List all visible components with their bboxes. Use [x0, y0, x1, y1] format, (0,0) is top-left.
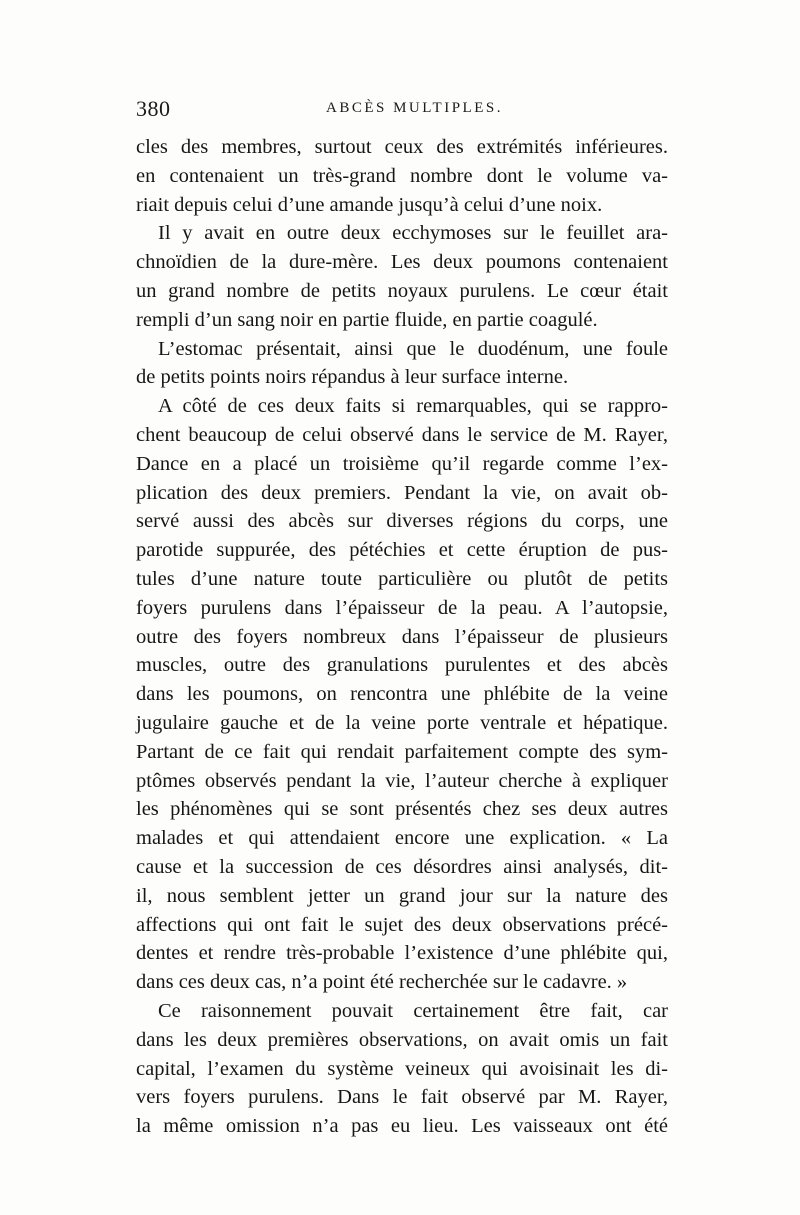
text-line: affections qui ont fait le sujet des deux observations précé-	[136, 913, 668, 936]
text-line: jugulaire gauche et de la veine porte ventrale et hépatique.	[136, 711, 668, 734]
text-line: Ce raisonnement pouvait certainement être fait, car	[158, 999, 668, 1022]
text-line: tules d’une nature toute particulière ou plutôt de petits	[136, 567, 668, 590]
text-line: de petits points noirs répandus à leur surface interne.	[136, 366, 569, 389]
body-text	[136, 133, 668, 1141]
text-line: les phénomènes qui se sont présentés chez ses deux autres	[136, 798, 668, 821]
text-line: ptômes observés pendant la vie, l’auteur cherche à expliquer	[136, 769, 668, 792]
text-line: servé aussi des abcès sur diverses régions du corps, une	[136, 510, 668, 533]
text-line: L’estomac présentait, ainsi que le duodénum, une foule	[158, 337, 668, 360]
text-line: un grand nombre de petits noyaux purulens. Le cœur était	[136, 279, 668, 302]
running-title: ABCÈS MULTIPLES.	[326, 100, 503, 116]
text-line: dentes et rendre très-probable l’existence d’une phlébite qui,	[136, 942, 668, 965]
page-header	[136, 96, 664, 126]
page-number: 380	[136, 96, 171, 121]
text-line: A côté de ces deux faits si remarquables, qui se rappro-	[158, 395, 668, 418]
text-line: Dance en a placé un troisième qu’il regarde comme l’ex-	[136, 452, 668, 475]
text-line: chnoïdien de la dure-mère. Les deux poumons contenaient	[136, 251, 668, 274]
text-line: cause et la succession de ces désordres ainsi analysés, dit-	[136, 855, 668, 878]
text-line: la même omission n’a pas eu lieu. Les vaisseaux ont été	[136, 1115, 668, 1138]
text-line: en contenaient un très-grand nombre dont le volume va-	[136, 164, 668, 187]
text-line: Il y avait en outre deux ecchymoses sur le feuillet ara-	[158, 222, 668, 245]
text-line: capital, l’examen du système veineux qui avoisinait les di-	[136, 1057, 668, 1080]
text-line: plication des deux premiers. Pendant la vie, on avait ob-	[136, 481, 668, 504]
text-line: Partant de ce fait qui rendait parfaitement compte des sym-	[136, 740, 668, 763]
text-line: foyers purulens dans l’épaisseur de la peau. A l’autopsie,	[136, 596, 668, 619]
text-line: malades et qui attendaient encore une explication. « La	[136, 827, 668, 850]
text-line: dans ces deux cas, n’a point été recherchée sur le cadavre. »	[136, 971, 628, 994]
text-line: outre des foyers nombreux dans l’épaisseur de plusieurs	[136, 625, 668, 648]
text-line: dans les poumons, on rencontra une phlébite de la veine	[136, 683, 668, 706]
text-line: vers foyers purulens. Dans le fait observé par M. Rayer,	[136, 1086, 668, 1109]
text-line: riait depuis celui d’une amande jusqu’à celui d’une noix.	[136, 193, 603, 216]
text-line: rempli d’un sang noir en partie fluide, en partie coagulé.	[136, 308, 598, 331]
text-line: cles des membres, surtout ceux des extrémités inférieures.	[136, 136, 668, 158]
text-line: dans les deux premières observations, on avait omis un fait	[136, 1028, 668, 1051]
text-line: chent beaucoup de celui observé dans le service de M. Rayer,	[136, 423, 668, 446]
text-line: il, nous semblent jetter un grand jour sur la nature des	[136, 884, 668, 907]
text-line: muscles, outre des granulations purulentes et des abcès	[136, 654, 668, 677]
text-line: parotide suppurée, des pétéchies et cette éruption de pus-	[136, 539, 668, 562]
